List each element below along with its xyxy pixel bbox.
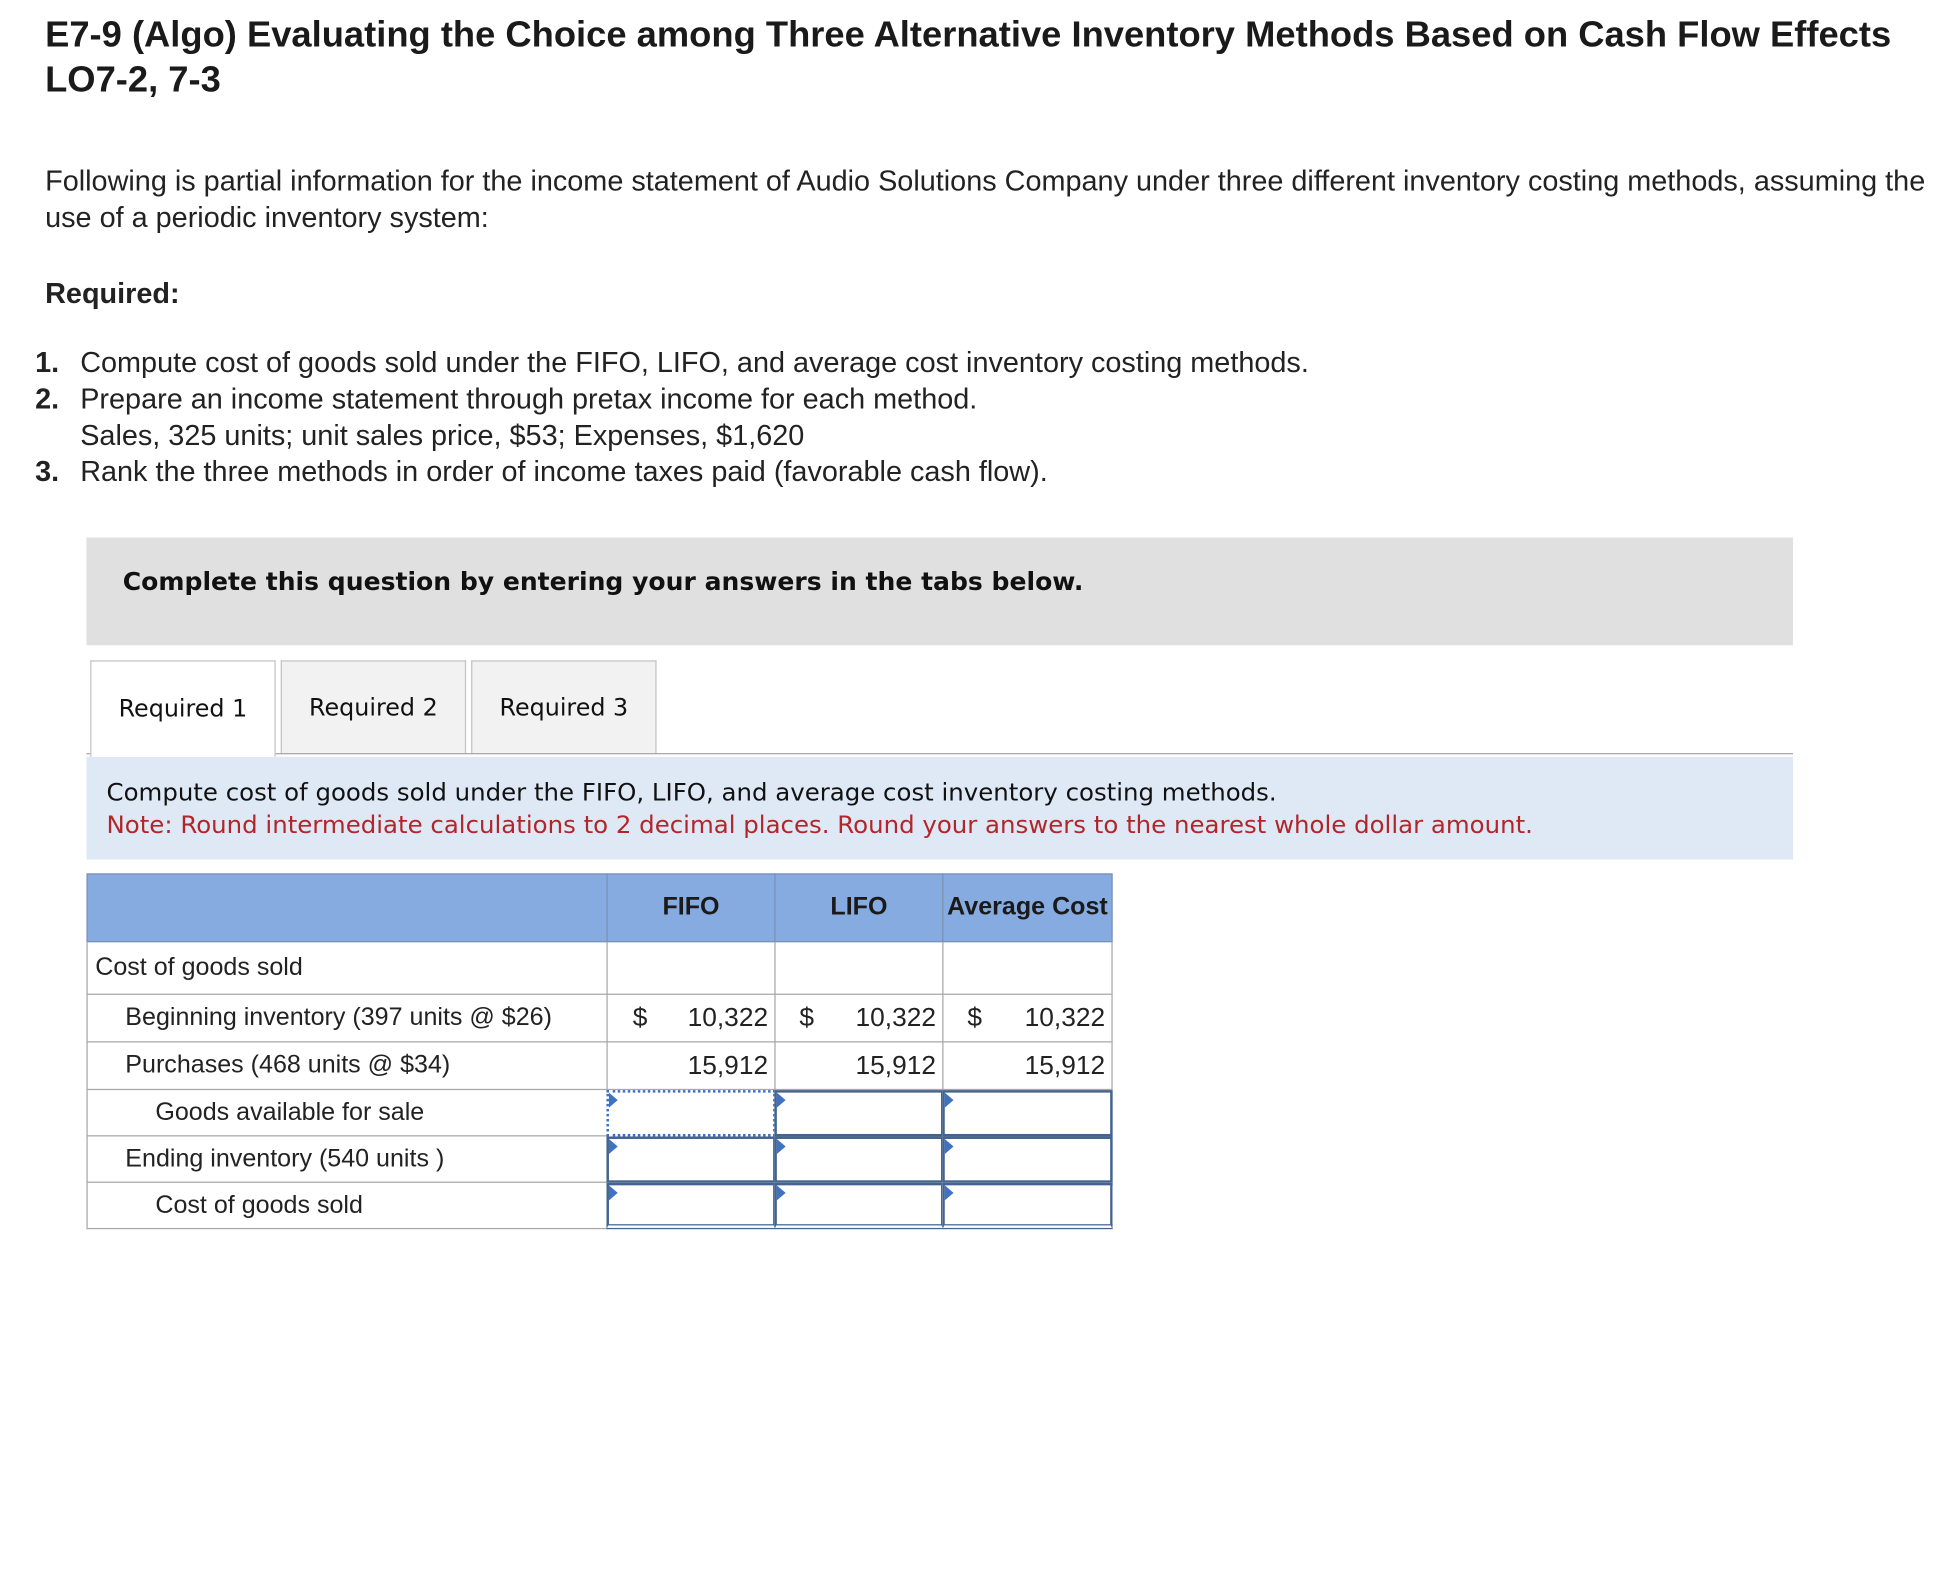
- tab-required-3[interactable]: [471, 660, 656, 754]
- fifo-goods-available-input[interactable]: [606, 1090, 775, 1136]
- tab-label: Required 1: [118, 695, 248, 723]
- amount: 10,322: [1024, 1003, 1106, 1032]
- cell-average-beginning-inventory: [942, 995, 1112, 1043]
- tab-divider: [86, 753, 1793, 754]
- tab-required-2[interactable]: [281, 660, 466, 754]
- lifo-goods-available-input[interactable]: [774, 1090, 943, 1136]
- average-cogs-field[interactable]: [945, 1185, 1110, 1224]
- cell-lifo-beginning-inventory: [774, 995, 943, 1043]
- column-header-average-cost: Average Cost: [942, 873, 1112, 942]
- amount: 15,912: [855, 1050, 936, 1080]
- amount: 15,912: [687, 1050, 769, 1080]
- cell-fifo-beginning-inventory: [606, 995, 775, 1043]
- rounding-note: Note: Round intermediate calculations to 2 decimal places. Round your answers to the nearest whole dollar amount.: [106, 810, 1533, 840]
- required-heading: Required:: [45, 276, 180, 310]
- amount: 10,322: [855, 1003, 936, 1032]
- tab-required-1[interactable]: [90, 660, 275, 756]
- row-label-beginning-inventory: Beginning inventory (397 units @ $26): [86, 995, 607, 1043]
- row-label-cost-of-goods-sold-total: Cost of goods sold: [86, 1183, 607, 1229]
- amount: 15,912: [1024, 1050, 1106, 1080]
- lifo-cogs-field[interactable]: [777, 1185, 941, 1224]
- cell-blank: [774, 942, 943, 995]
- fifo-cogs-input[interactable]: [606, 1183, 775, 1229]
- requirement-number: 3.: [35, 454, 60, 488]
- tab-instruction-panel: [86, 757, 1793, 860]
- requirement-text: Compute cost of goods sold under the FIFO, LIFO, and average cost inventory costing methods.: [80, 345, 1309, 379]
- instruction-text: Complete this question by entering your answers in the tabs below.: [122, 566, 1084, 597]
- row-label-purchases: Purchases (468 units @ $34): [86, 1042, 607, 1090]
- lifo-ending-inventory-field[interactable]: [777, 1139, 941, 1180]
- fifo-cogs-field[interactable]: [609, 1185, 773, 1224]
- lifo-ending-inventory-input[interactable]: [774, 1136, 943, 1182]
- row-label-goods-available: Goods available for sale: [86, 1090, 607, 1136]
- fifo-ending-inventory-input[interactable]: [606, 1136, 775, 1182]
- column-header-fifo: FIFO: [606, 873, 775, 942]
- cell-lifo-purchases: [774, 1042, 943, 1090]
- average-goods-available-input[interactable]: [942, 1090, 1112, 1136]
- table-header-blank: [86, 873, 607, 942]
- average-ending-inventory-input[interactable]: [942, 1136, 1112, 1182]
- instruction-box: [86, 538, 1793, 646]
- requirement-item: [35, 345, 1789, 381]
- requirement-text: Prepare an income statement through pretax income for each method.: [80, 382, 978, 415]
- requirements-list: [35, 345, 1789, 490]
- fifo-goods-available-field[interactable]: [609, 1093, 773, 1134]
- lifo-goods-available-field[interactable]: [777, 1093, 941, 1134]
- cell-blank: [942, 942, 1112, 995]
- cell-average-purchases: [942, 1042, 1112, 1090]
- dollar-sign: $: [632, 1003, 648, 1032]
- tab-instruction-text: Compute cost of goods sold under the FIFO, LIFO, and average cost inventory costing methods.: [106, 778, 1277, 807]
- dollar-sign: $: [799, 1003, 815, 1032]
- cell-blank: [606, 942, 775, 995]
- average-goods-available-field[interactable]: [945, 1093, 1110, 1134]
- tab-label: Required 3: [499, 694, 629, 722]
- problem-intro: Following is partial information for the income statement of Audio Solutions Company under three different inventory costing methods, assuming the use of a periodic inventory system:: [45, 164, 1926, 234]
- requirement-text: Rank the three methods in order of income taxes paid (favorable cash flow).: [80, 454, 1048, 488]
- requirement-detail: Sales, 325 units; unit sales price, $53; Expenses, $1,620: [80, 418, 805, 452]
- tab-label: Required 2: [309, 694, 438, 722]
- column-header-lifo: LIFO: [774, 873, 943, 942]
- page-title: E7-9 (Algo) Evaluating the Choice among Three Alternative Inventory Methods Based on Cash Flow Effects LO7-2, 7-3: [45, 15, 1892, 101]
- requirement-number: 2.: [35, 382, 60, 415]
- average-cogs-input[interactable]: [942, 1183, 1112, 1229]
- dollar-sign: $: [967, 1003, 982, 1032]
- amount: 10,322: [687, 1003, 769, 1032]
- requirement-item: [35, 454, 1789, 490]
- row-label-cost-of-goods-sold-heading: Cost of goods sold: [86, 942, 607, 995]
- row-label-ending-inventory: Ending inventory (540 units ): [86, 1136, 607, 1182]
- requirement-number: 1.: [35, 345, 60, 379]
- requirement-item: [35, 381, 1789, 417]
- tab-instruction: [107, 777, 1533, 842]
- lifo-cogs-input[interactable]: [774, 1183, 943, 1229]
- fifo-ending-inventory-field[interactable]: [609, 1139, 773, 1180]
- cogs-table: [86, 873, 1112, 1229]
- cell-fifo-purchases: [606, 1042, 775, 1090]
- average-ending-inventory-field[interactable]: [945, 1139, 1110, 1180]
